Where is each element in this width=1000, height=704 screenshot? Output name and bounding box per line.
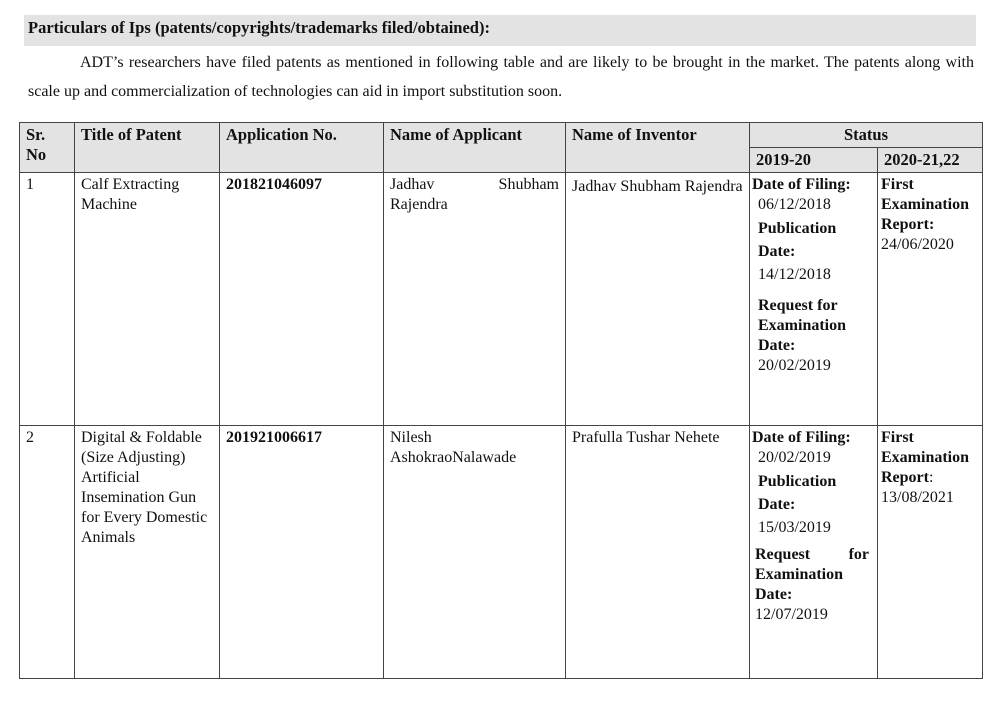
cell-applicant: Nilesh AshokraoNalawade: [384, 426, 566, 679]
header-sr-no: Sr. No: [20, 123, 75, 173]
request-label: Request for Examination Date:: [755, 546, 869, 603]
filing-date: 06/12/2018: [758, 196, 831, 213]
header-application-no: Application No.: [220, 123, 384, 173]
intro-paragraph: ADT’s researchers have filed patents as mentioned in following table and are likely to be brought in the market. The patents along with scale up and commercialization of technologies can aid in import substitution soon.: [28, 54, 974, 100]
cell-status-2020-22: [878, 173, 983, 426]
filing-label: Date of Filing:: [752, 176, 851, 193]
cell-title: Digital & Foldable (Size Adjusting) Artificial Insemination Gun for Every Domestic Animals: [75, 426, 220, 679]
publication-date: 15/03/2019: [758, 519, 831, 536]
table-row: [20, 426, 983, 679]
fer-date: 13/08/2021: [881, 489, 954, 506]
cell-inventor: Prafulla Tushar Nehete: [566, 426, 750, 679]
fer-date: 24/06/2020: [881, 236, 954, 253]
fer-colon: :: [928, 469, 934, 486]
fer-label: First Examination Report:: [881, 176, 970, 233]
applicant-first-name: Jadhav: [390, 176, 435, 193]
cell-status-2019-20: [750, 426, 878, 679]
header-year-2019-20: 2019-20: [750, 148, 878, 173]
cell-sr: 2: [20, 426, 75, 679]
table-row: [20, 173, 983, 426]
cell-title: Calf Extracting Machine: [75, 173, 220, 426]
header-title: Title of Patent: [75, 123, 220, 173]
request-date: 12/07/2019: [755, 606, 828, 623]
applicant-last-name: Rajendra: [390, 196, 448, 213]
cell-sr: 1: [20, 173, 75, 426]
cell-application-no: 201821046097: [220, 173, 384, 426]
filing-label: Date of Filing:: [752, 429, 851, 446]
request-date: 20/02/2019: [758, 357, 831, 374]
publication-date: 14/12/2018: [758, 266, 831, 283]
header-year-2020-22: 2020-21,22: [878, 148, 983, 173]
request-label: Request for Examination Date:: [758, 297, 847, 354]
publication-label: Publication Date:: [758, 220, 837, 260]
applicant-middle-name: Shubham: [498, 176, 559, 193]
filing-date: 20/02/2019: [758, 449, 831, 466]
fer-label: First Examination Report: [881, 429, 970, 486]
fer-label-wrap: [881, 428, 976, 488]
section-heading: Particulars of Ips (patents/copyrights/trademarks filed/obtained):: [24, 15, 976, 46]
cell-application-no: 201921006617: [220, 426, 384, 679]
cell-applicant: [384, 173, 566, 426]
header-applicant: Name of Applicant: [384, 123, 566, 173]
cell-status-2020-22: [878, 426, 983, 679]
cell-inventor: Jadhav Shubham Rajendra: [566, 173, 750, 426]
publication-label: Publication Date:: [758, 473, 837, 513]
patents-table: [19, 122, 983, 679]
cell-status-2019-20: [750, 173, 878, 426]
header-status: Status: [750, 123, 983, 148]
header-inventor: Name of Inventor: [566, 123, 750, 173]
